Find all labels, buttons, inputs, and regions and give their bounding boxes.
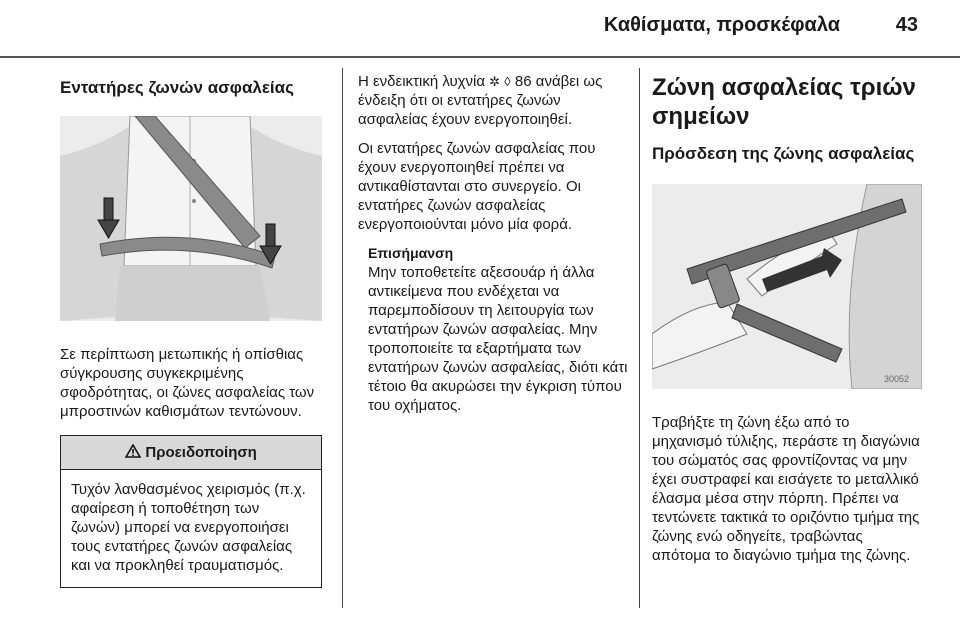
header-rule — [0, 56, 960, 58]
pretensioner-description: Σε περίπτωση μετωπικής ή οπίσθιας σύγκρουσης συγκεκριμένης σφοδρότητας, οι ζώνες ασφαλείας των μπροστινών καθισμάτων τεντώνουν. — [60, 346, 315, 421]
note-block — [368, 244, 628, 415]
column-pretensioners — [60, 74, 322, 588]
fastening-illustration — [652, 184, 922, 389]
indicator-page-reference: 86 — [514, 73, 532, 90]
warning-text: Τυχόν λανθασμένος χειρισμός (π.χ. αφαίρεση ή τοποθέτηση των ζωνών) μπορεί να ενεργοποιήσει τους εντατήρες ζωνών ασφαλείας και να προκληθεί τραυματισμός. — [71, 481, 306, 575]
warning-title: Προειδοποίηση — [145, 444, 257, 462]
indicator-text-suffix: ανάβει ως ένδειξη ότι οι εντατήρες ζωνών ασφαλείας έχουν ενεργοποιηθεί. — [358, 73, 603, 128]
indicator-text-prefix: Η ενδεικτική λυχνία — [358, 73, 486, 90]
note-title: Επισήμανση — [368, 245, 454, 261]
column-separator-2 — [639, 68, 640, 608]
section-heading-pretensioners: Εντατήρες ζωνών ασφαλείας — [60, 78, 294, 97]
section-heading-three-point-belt: Ζώνη ασφαλείας τριών σημείων — [652, 74, 916, 130]
page-reference-icon: ◊ — [504, 74, 511, 89]
warning-header — [61, 436, 321, 470]
column-pretensioner-details — [358, 72, 628, 415]
pretensioner-illustration — [60, 116, 322, 321]
page-header-title: Καθίσματα, προσκέφαλα — [603, 14, 840, 36]
indicator-paragraph — [358, 72, 628, 129]
airbag-indicator-icon: ✲ — [489, 74, 501, 89]
fastening-instructions: Τραβήξτε τη ζώνη έξω από το μηχανισμό τύλιξης, περάστε τη διαγώνια του σώματός σας φροντίζοντας να μην έχει συστραφεί και εισάγετε το μεταλλικό έλασμα μέσα στην πόρπη. Πρέπει να τεντώνετε τακτικά το οριζόντιο τμήμα της ζώνης ενώ οδηγείτε, τραβώντας απότομα το διαγώνιο τμήμα της ζώνης. — [652, 413, 920, 564]
column-separator-1 — [342, 68, 343, 608]
warning-body — [61, 470, 321, 587]
subheading-fastening: Πρόσδεση της ζώνης ασφαλείας — [652, 143, 915, 163]
warning-box — [60, 435, 322, 588]
page-number: 43 — [895, 14, 918, 36]
column-three-point-belt — [652, 74, 922, 565]
warning-triangle-icon — [125, 444, 145, 461]
svg-text:30052: 30052 — [884, 373, 910, 384]
note-text: Μην τοποθετείτε αξεσουάρ ή άλλα αντικείμενα που ενδέχεται να παρεμποδίσουν τη λειτουργία των εντατήρων ζωνών ασφαλείας. Μην τροποποιείτε τα εξαρτήματα των εντατήρων ζωνών ασφαλείας, διότι κάτι τέτοιο θα ακυρώσει την έγκριση τύπου του οχήματος. — [368, 264, 628, 414]
replacement-paragraph: Οι εντατήρες ζωνών ασφαλείας που έχουν ενεργοποιηθεί πρέπει να αντικαθίστανται στο συνεργείο. Οι εντατήρες ζωνών ασφαλείας ενεργοποιούνται μόνο μία φορά. — [358, 140, 596, 233]
